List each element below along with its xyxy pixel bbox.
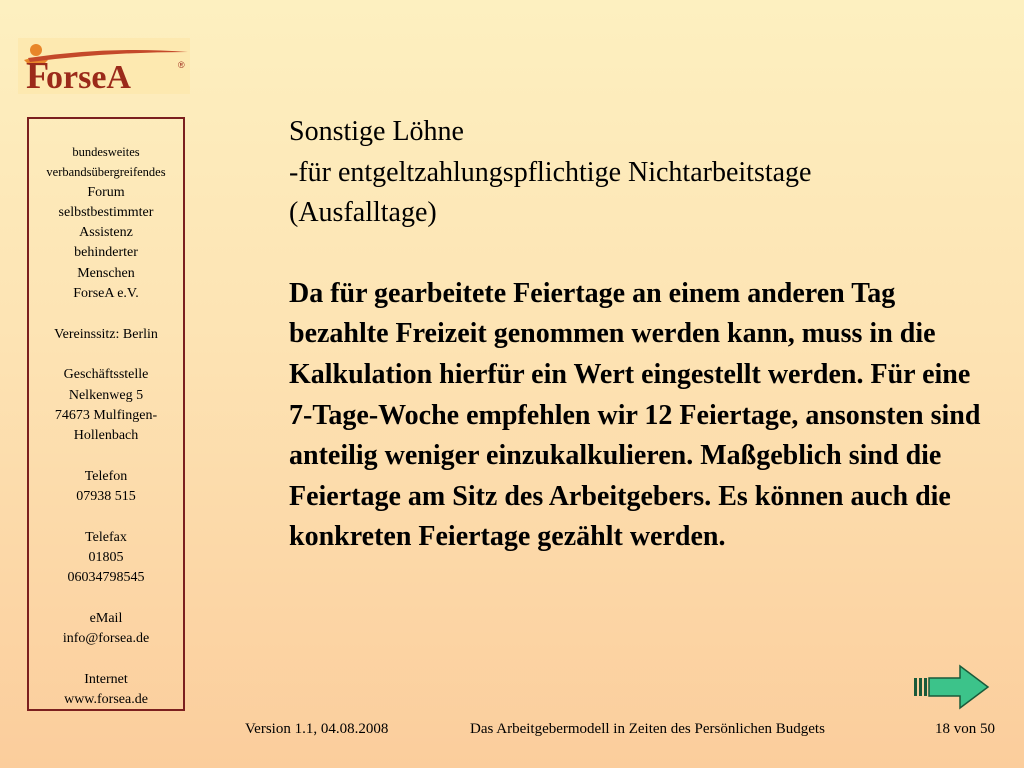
sidebar-office-line: Nelkenweg 5 <box>68 387 144 403</box>
sidebar-internet-label: Internet <box>84 671 128 687</box>
sidebar-org-line: bundesweites <box>72 145 140 159</box>
forsea-logo <box>18 38 190 94</box>
logo-registered-mark: ® <box>178 60 185 70</box>
footer-version: Version 1.1, 04.08.2008 <box>245 721 389 737</box>
sidebar-email-label: eMail <box>89 610 123 626</box>
sidebar-seat: Vereinssitz: Berlin <box>54 326 158 342</box>
sidebar-org-line: Forum <box>87 184 125 200</box>
footer-page-number: 18 von 50 <box>935 721 995 737</box>
sidebar-fax-line: 01805 <box>88 549 124 565</box>
sidebar-contact-box <box>27 117 185 711</box>
sidebar-office-line: Hollenbach <box>73 428 139 444</box>
sidebar-org-line: selbstbestimmter <box>58 204 154 220</box>
slide-subtitle: (Ausfalltage) <box>289 197 437 229</box>
slide-subtitle: -für entgeltzahlungspflichtige Nichtarbeitstage <box>289 156 812 188</box>
sidebar-office-line: 74673 Mulfingen- <box>54 407 158 423</box>
sidebar-org-line: Assistenz <box>79 225 133 241</box>
main-content <box>289 112 989 558</box>
sidebar-org-line: behinderter <box>74 245 138 261</box>
next-arrow-icon[interactable] <box>912 662 990 710</box>
sidebar-internet: www.forsea.de <box>64 692 148 708</box>
slide-footer <box>0 721 1024 745</box>
sidebar-org-line: Menschen <box>77 265 135 281</box>
svg-text:F: F <box>26 55 50 94</box>
sidebar-email: info@forsea.de <box>62 631 150 647</box>
footer-title: Das Arbeitgebermodell in Zeiten des Persönlichen Budgets <box>470 721 825 737</box>
sidebar-phone: 07938 515 <box>76 489 136 505</box>
sidebar-office-line: Geschäftsstelle <box>63 367 149 383</box>
sidebar-fax-line: 06034798545 <box>67 570 145 586</box>
sidebar-org-line: ForseA e.V. <box>73 286 139 302</box>
slide-title: Sonstige Löhne <box>289 116 464 147</box>
sidebar-phone-label: Telefon <box>84 468 128 484</box>
logo-text: orseA <box>46 59 131 94</box>
sidebar-fax-label: Telefax <box>85 529 127 545</box>
sidebar-org-line: verbandsübergreifendes <box>46 165 166 180</box>
slide-body-text: Da für gearbeitete Feiertage an einem anderen Tag bezahlte Freizeit genommen werden kann, muss in die Kalkulation hierfür ein Wert eingestellt werden. Für eine 7-Tage-Woche empfehlen wir 12 Feiertage, ansonsten sind anteilig weniger einzukalkulieren. Maßgeblich sind die Feiertage am Sitz des Arbeitgebers. Es können auch die konkreten Feiertage gezählt werden. <box>289 277 981 553</box>
